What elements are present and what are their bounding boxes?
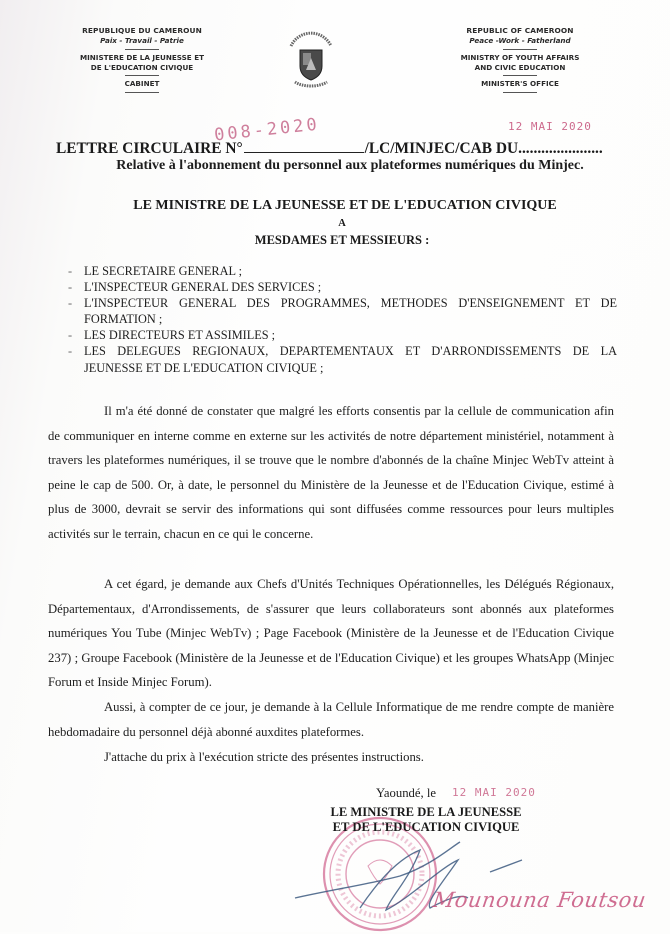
body-paragraph xyxy=(48,695,614,744)
signatory-name: Mounouna Foutsou xyxy=(431,888,648,912)
motto-fr: Paix - Travail - Patrie xyxy=(100,36,184,45)
recipient-list xyxy=(62,263,617,376)
letter-subject: Relative à l'abonnement du personnel aux plateformes numériques du Minjec. xyxy=(116,158,584,173)
coat-of-arms-icon xyxy=(283,30,339,90)
ministry-fr-line2: DE L'EDUCATION CIVIQUE xyxy=(90,62,194,72)
letter-title xyxy=(56,138,603,158)
handwritten-signature-icon xyxy=(290,838,550,928)
signature-place: Yaoundé, le xyxy=(376,786,437,800)
header-english xyxy=(425,26,615,96)
ministry-en-line1: MINISTRY OF YOUTH AFFAIRS xyxy=(460,53,580,62)
country-en: REPUBLIC OF CAMEROON xyxy=(466,26,574,35)
divider xyxy=(503,49,537,50)
divider xyxy=(125,49,159,50)
signatory-title-line2: ET DE L'EDUCATION CIVIQUE xyxy=(332,820,520,834)
signatory-title-line1: LE MINISTRE DE LA JEUNESSE xyxy=(330,805,522,819)
paragraph-text: Aussi, à compter de ce jour, je demande à la Cellule Informatique de me rendre compte de manière hebdomadaire du personnel déjà abonné auxdites plateformes. xyxy=(48,700,614,739)
list-item: - L'INSPECTEUR GENERAL DES SERVICES ; xyxy=(62,279,617,295)
motto-en: Peace -Work - Fatherland xyxy=(469,36,571,45)
title-suffix: /LC/MINJEC/CAB DU...................... xyxy=(364,140,603,157)
title-prefix: LETTRE CIRCULAIRE N° xyxy=(56,140,243,157)
date-stamp: 12 MAI 2020 xyxy=(508,120,592,133)
list-item: - LES DIRECTEURS ET ASSIMILES ; xyxy=(62,327,617,343)
body-paragraph xyxy=(48,572,614,695)
divider xyxy=(125,92,159,93)
header-french xyxy=(47,26,237,96)
list-item: - LE SECRETAIRE GENERAL ; xyxy=(62,263,617,279)
number-stamp: 008-2020 xyxy=(213,114,321,146)
divider xyxy=(503,75,537,76)
body-paragraph xyxy=(48,399,614,547)
to-label: A xyxy=(338,218,346,229)
ministry-fr-line1: MINISTERE DE LA JEUNESSE ET xyxy=(79,53,205,62)
paragraph-text: J'attache du prix à l'exécution stricte des présentes instructions. xyxy=(104,750,424,764)
salutation: MESDAMES ET MESSIEURS : xyxy=(254,233,430,247)
country-fr: REPUBLIQUE DU CAMEROUN xyxy=(82,26,202,35)
body-paragraph xyxy=(48,745,614,770)
list-item: - L'INSPECTEUR GENERAL DES PROGRAMMES, METHODES D'ENSEIGNEMENT ET DE FORMATION ; xyxy=(62,295,617,327)
office-en: MINISTER'S OFFICE xyxy=(481,79,559,88)
divider xyxy=(503,92,537,93)
divider xyxy=(125,75,159,76)
sender-heading: LE MINISTRE DE LA JEUNESSE ET DE L'EDUCATION CIVIQUE xyxy=(133,198,557,213)
list-item: - LES DELEGUES REGIONAUX, DEPARTEMENTAUX ET D'ARRONDISSEMENTS DE LA JEUNESSE ET DE L'EDUCATION CIVIQUE ; xyxy=(62,343,617,375)
paragraph-text: A cet égard, je demande aux Chefs d'Unités Techniques Opérationnelles, les Délégués Régionaux, Départementaux, d'Arrondissements, de s'assurer que leurs collaborateurs sont abonnés aux plateformes numériques You Tube (Minjec WebTv) ; Page Facebook (Ministère de la Jeunesse et de l'Education Civique 237) ; Groupe Facebook (Ministère de la Jeunesse et de l'Education Civique) et les groupes WhatsApp (Minjec Forum et Inside Minjec Forum). xyxy=(48,577,614,690)
office-fr: CABINET xyxy=(124,79,160,88)
ministry-en-line2: AND CIVIC EDUCATION xyxy=(474,62,566,72)
signature-date-stamp: 12 MAI 2020 xyxy=(452,786,536,799)
paragraph-text: Il m'a été donné de constater que malgré les efforts consentis par la cellule de communication afin de communiquer en interne comme en externe sur les activités de notre département ministériel, notamment à travers les plateformes numériques, il se trouve que le nombre d'abonnés de la chaîne Minjec WebTv atteint à peine le cap de 500. Or, à date, le personnel du Ministère de la Jeunesse et de l'Education Civique, estimé à plus de 3000, devrait se servir des informations qui sont diffusées comme ressources pour leurs multiples activités sur le terrain, chacun en ce qui le concerne. xyxy=(48,404,614,541)
